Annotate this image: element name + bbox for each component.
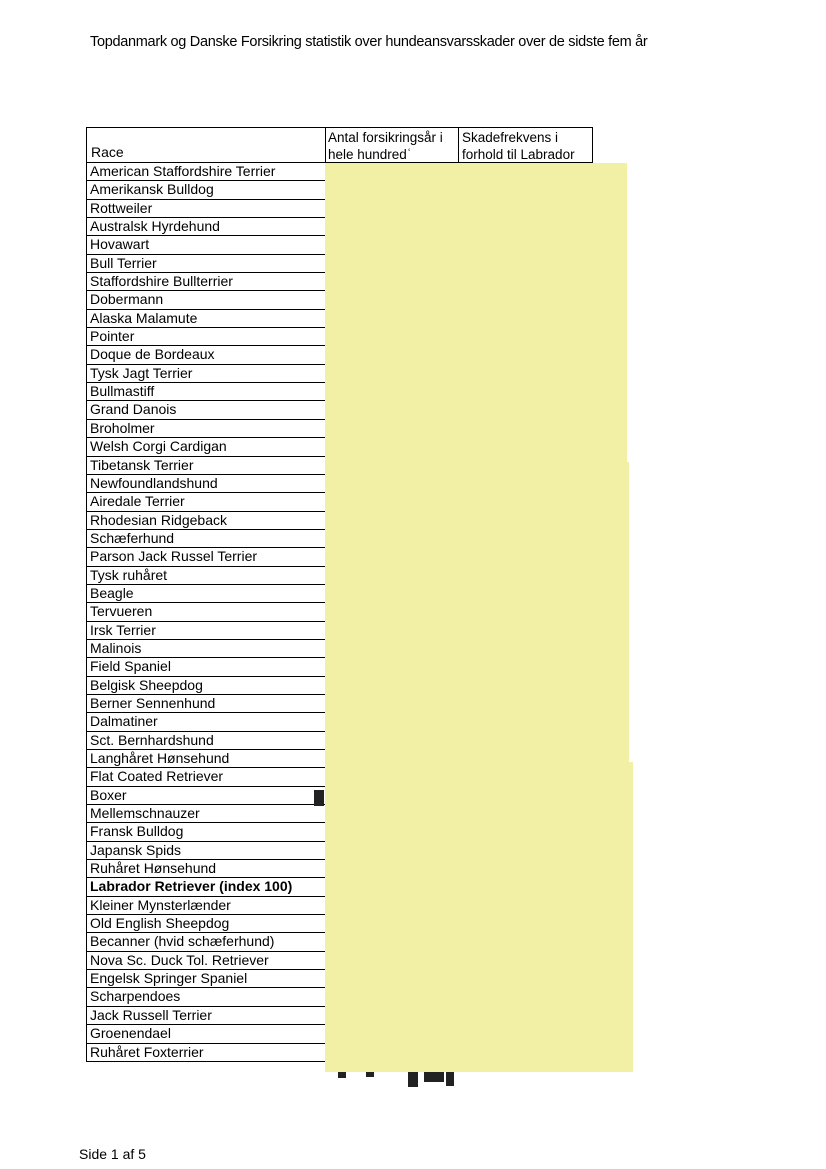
table-row: Mellemschnauzer (87, 805, 326, 823)
table-row: Langhåret Hønsehund (87, 750, 326, 768)
table-row: Groenendael (87, 1025, 326, 1043)
table-row: Rhodesian Ridgeback (87, 512, 326, 530)
table-row: Doque de Bordeaux (87, 346, 326, 364)
header-claim-frequency: Skadefrekvens i forhold til Labrador (458, 128, 594, 164)
table-row: Hovawart (87, 236, 326, 254)
table-row: Broholmer (87, 420, 326, 438)
table-row: Bull Terrier (87, 255, 326, 273)
ink-smudge (446, 1072, 454, 1086)
table-row: Newfoundlandshund (87, 475, 326, 493)
table-row: Field Spaniel (87, 658, 326, 676)
table-row: Engelsk Springer Spaniel (87, 970, 326, 988)
table-row: Tervueren (87, 603, 326, 621)
ink-smudge (424, 1072, 444, 1082)
table-row: Becanner (hvid schæferhund) (87, 933, 326, 951)
table-row: Airedale Terrier (87, 493, 326, 511)
document-title: Topdanmark og Danske Forsikring statistik over hundeansvarsskader over de sidste fem år (90, 34, 648, 50)
table-row: Grand Danois (87, 401, 326, 419)
table-row: Jack Russell Terrier (87, 1007, 326, 1025)
table-row: Tysk ruhåret (87, 567, 326, 585)
table-row: Malinois (87, 640, 326, 658)
table-body (86, 163, 326, 1062)
header-race: Race (91, 144, 124, 160)
redaction-note-bottom (325, 762, 633, 1072)
table-row: Flat Coated Retriever (87, 768, 326, 786)
table-row: Bullmastiff (87, 383, 326, 401)
table-row: Ruhåret Foxterrier (87, 1044, 326, 1062)
table-row: Beagle (87, 585, 326, 603)
table-row: Kleiner Mynsterlænder (87, 897, 326, 915)
table-header (86, 127, 593, 163)
ink-smudge (338, 1072, 346, 1078)
table-row: Fransk Bulldog (87, 823, 326, 841)
table-row: Tibetansk Terrier (87, 457, 326, 475)
table-row: Berner Sennenhund (87, 695, 326, 713)
table-row: Old English Sheepdog (87, 915, 326, 933)
redaction-note-top (325, 163, 627, 465)
table-row: Sct. Bernhardshund (87, 732, 326, 750)
table-row: Boxer (87, 787, 326, 805)
table-row: Japansk Spids (87, 842, 326, 860)
table-row: Ruhåret Hønsehund (87, 860, 326, 878)
table-row: Labrador Retriever (index 100) (87, 878, 326, 896)
table-row: Dobermann (87, 291, 326, 309)
table-row: Rottweiler (87, 200, 326, 218)
ink-smudge (314, 790, 324, 806)
table-row: Belgisk Sheepdog (87, 677, 326, 695)
table-row: Staffordshire Bullterrier (87, 273, 326, 291)
redaction-note-middle (325, 462, 629, 768)
table-row: Parson Jack Russel Terrier (87, 548, 326, 566)
page-footer: Side 1 af 5 (79, 1146, 146, 1162)
table-row: Nova Sc. Duck Tol. Retriever (87, 952, 326, 970)
table-row: Alaska Malamute (87, 310, 326, 328)
table-row: Pointer (87, 328, 326, 346)
table-row: Australsk Hyrdehund (87, 218, 326, 236)
header-insurance-years: Antal forsikringsår i hele hundredʿ (325, 128, 457, 164)
ink-smudge (366, 1072, 374, 1077)
ink-smudge (408, 1072, 418, 1087)
table-row: Scharpendoes (87, 988, 326, 1006)
table-row: Tysk Jagt Terrier (87, 365, 326, 383)
table-row: Dalmatiner (87, 713, 326, 731)
table-row: American Staffordshire Terrier (87, 163, 326, 181)
table-row: Welsh Corgi Cardigan (87, 438, 326, 456)
table-row: Amerikansk Bulldog (87, 181, 326, 199)
table-row: Irsk Terrier (87, 622, 326, 640)
table-row: Schæferhund (87, 530, 326, 548)
